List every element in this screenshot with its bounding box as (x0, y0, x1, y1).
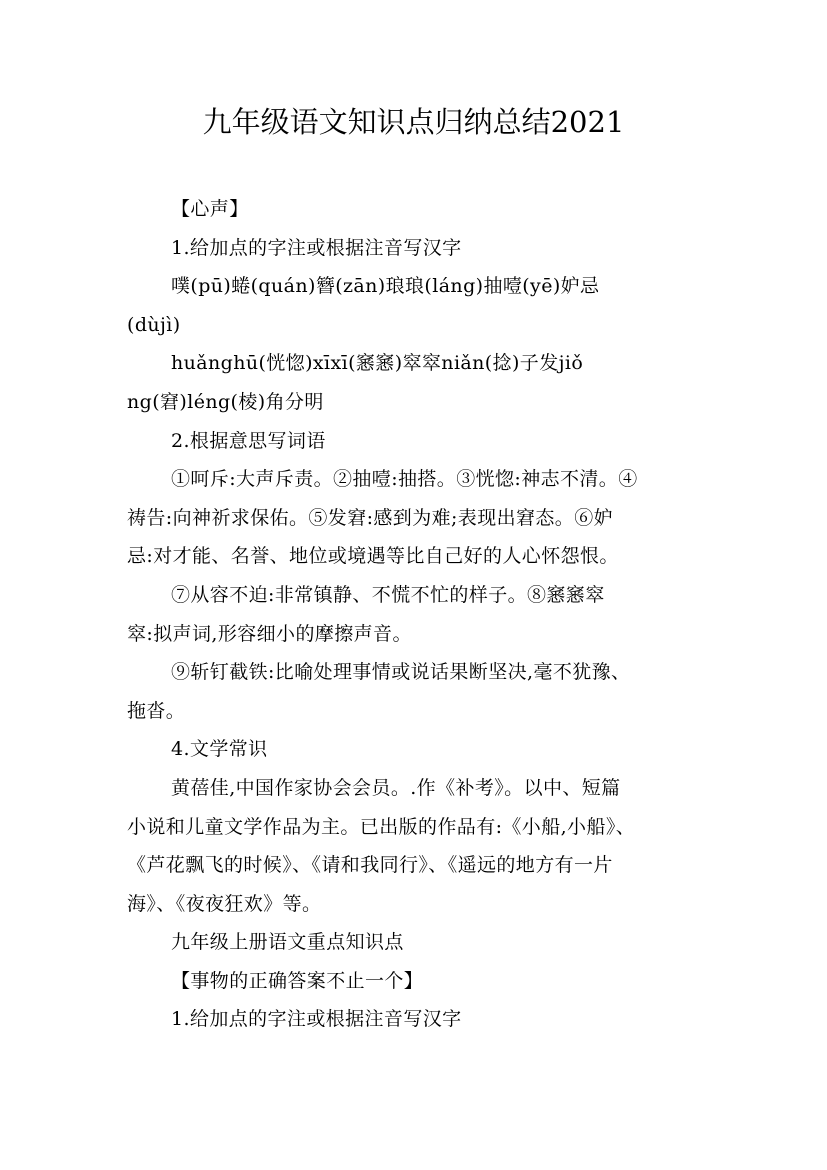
text-line: 黄蓓佳,中国作家协会会员。.作《补考》。以中、短篇 (171, 776, 621, 799)
text-line: 4.文学常识 (171, 738, 268, 761)
text-line: 1.给加点的字注或根据注音写汉字 (171, 1008, 462, 1031)
text-line: 拖沓。 (127, 699, 186, 722)
text-line: 九年级上册语文重点知识点 (171, 931, 404, 954)
text-line: ng(窘)léng(棱)角分明 (127, 390, 324, 413)
text-line: 海》、《夜夜狂欢》等。 (127, 892, 322, 915)
document-title: 九年级语文知识点归纳总结2021 (202, 105, 625, 139)
text-line: ①呵斥:大声斥责。②抽噎:抽搭。③恍惚:神志不清。④ (171, 468, 638, 491)
text-line: 1.给加点的字注或根据注音写汉字 (171, 236, 462, 259)
text-line: 忌:对才能、名誉、地位或境遇等比自己好的人心怀怨恨。 (127, 545, 619, 568)
text-line: ⑦从容不迫:非常镇静、不慌不忙的样子。⑧窸窸窣 (171, 583, 605, 606)
text-line: 2.根据意思写词语 (171, 429, 326, 452)
document-body (127, 190, 717, 1039)
text-line: 《芦花飘飞的时候》、《请和我同行》、《遥远的地方有一片 (127, 854, 613, 877)
text-line: 祷告:向神祈求保佑。⑤发窘:感到为难;表现出窘态。⑥妒 (127, 506, 614, 529)
text-line: 窣:拟声词,形容细小的摩擦声音。 (127, 622, 412, 645)
text-line: 噗(pū)蜷(quán)簪(zān)琅琅(láng)抽噎(yē)妒忌 (171, 275, 600, 298)
text-line: 【心声】 (171, 198, 249, 220)
text-line: 小说和儿童文学作品为主。已出版的作品有:《小船,小船》、 (127, 815, 636, 838)
text-line: ⑨斩钉截铁:比喻处理事情或说话果断坚决,毫不犹豫、 (171, 661, 631, 684)
text-line: huǎnghū(恍惚)xīxī(窸窸)窣窣niǎn(捻)子发jiǒ (171, 352, 584, 375)
text-line: 【事物的正确答案不止一个】 (171, 969, 424, 992)
text-line: (dùjì) (127, 313, 181, 336)
